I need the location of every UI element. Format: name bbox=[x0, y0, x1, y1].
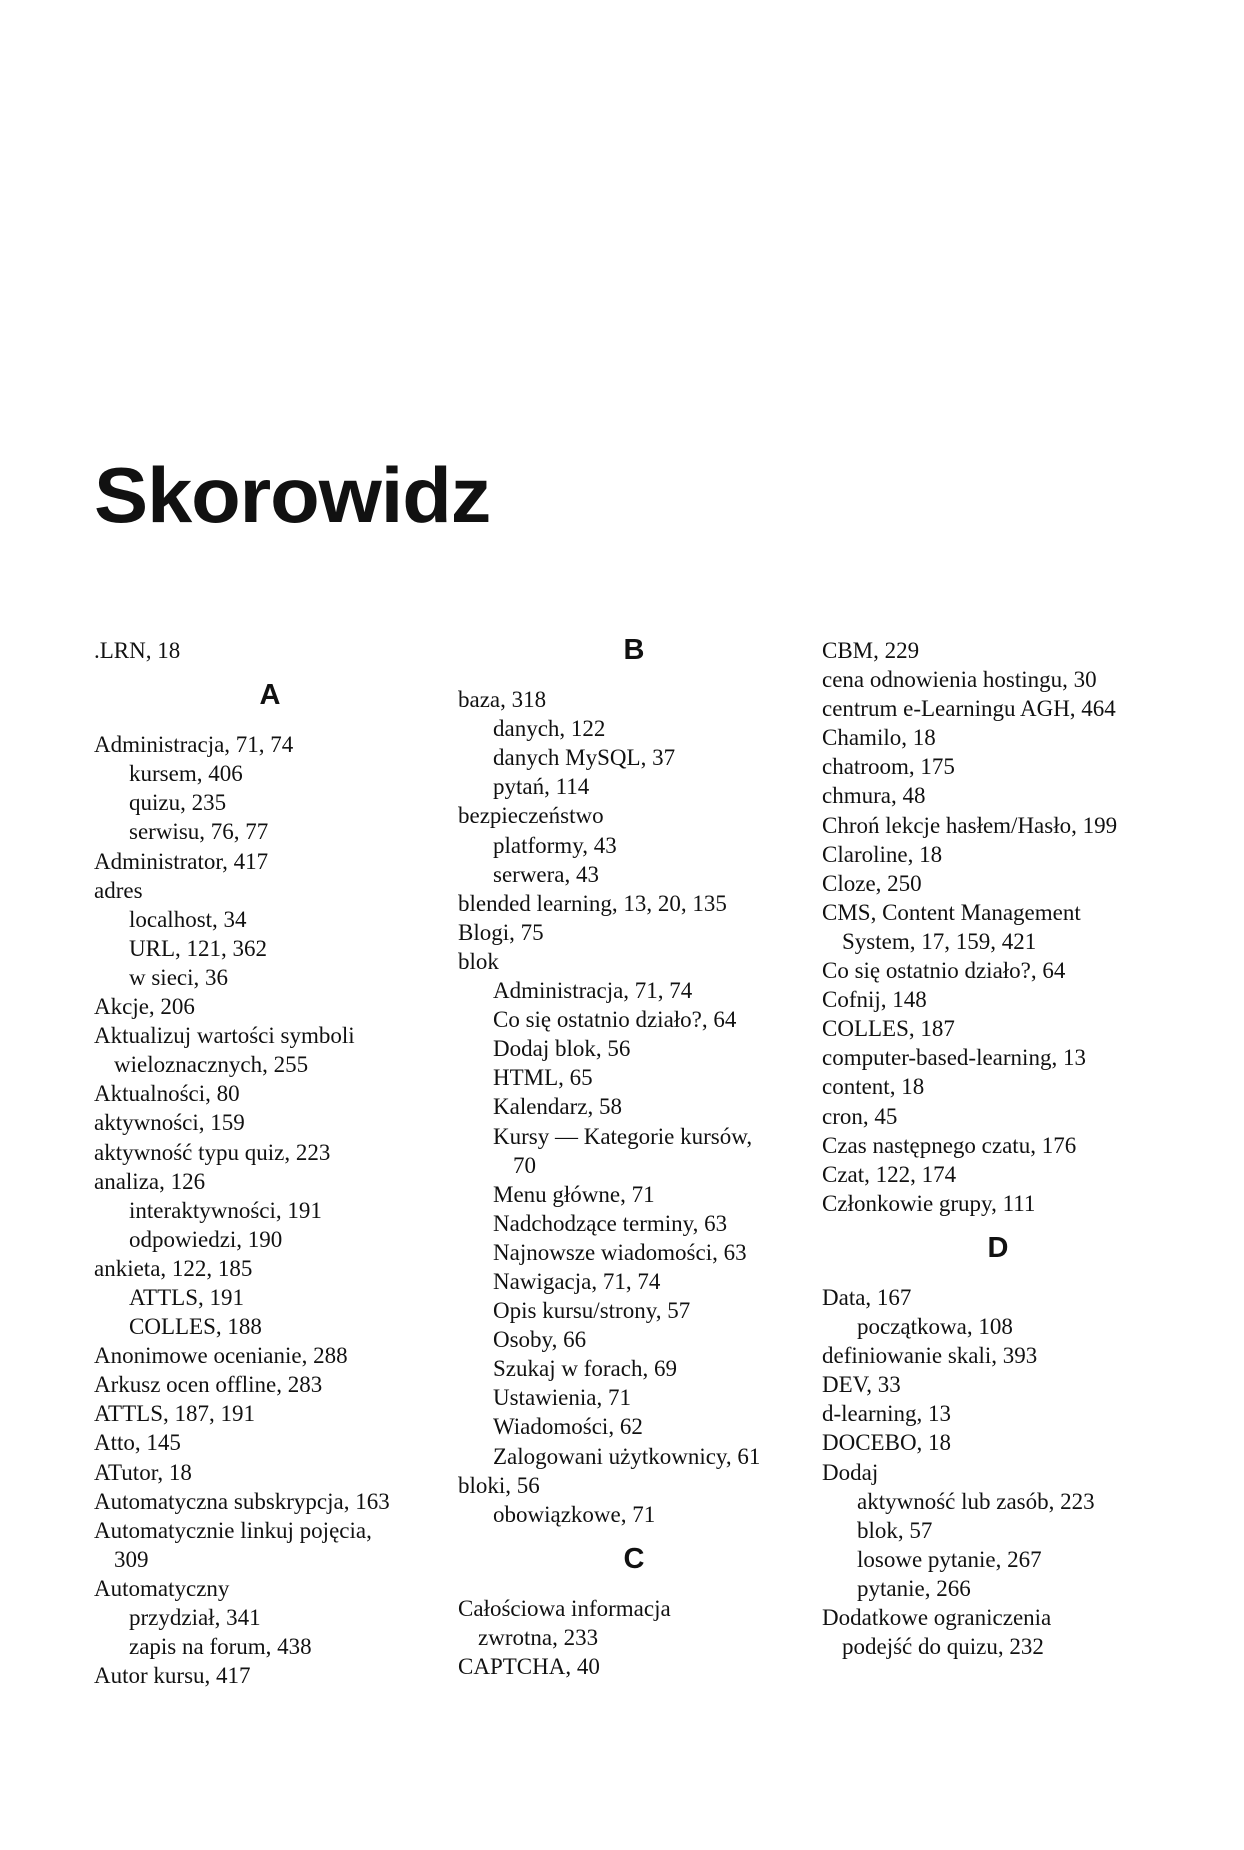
index-entry: COLLES, 187 bbox=[822, 1016, 955, 1042]
index-entry: Arkusz ocen offline, 283 bbox=[94, 1372, 323, 1398]
index-subentry: zapis na forum, 438 bbox=[129, 1634, 312, 1660]
index-entry: 309 bbox=[114, 1546, 149, 1572]
index-entry: zwrotna, 233 bbox=[478, 1625, 599, 1650]
index-entry: System, 17, 159, 421 bbox=[842, 928, 1037, 954]
index-entry: bezpieczeństwo bbox=[458, 803, 604, 829]
index-entry: Atto, 145 bbox=[94, 1430, 181, 1456]
index-entry: Członkowie grupy, 111 bbox=[822, 1190, 1036, 1216]
index-entry: Chroń lekcje hasłem/Hasło, 199 bbox=[822, 812, 1118, 838]
page-title: Skorowidz bbox=[94, 451, 491, 539]
index-entry: Chamilo, 18 bbox=[822, 725, 936, 751]
index-entry: Dodatkowe ograniczenia bbox=[822, 1605, 1052, 1630]
index-entry: chmura, 48 bbox=[822, 783, 926, 809]
index-entry: Aktualizuj wartości symboli bbox=[94, 1023, 355, 1049]
index-entry: DEV, 33 bbox=[822, 1372, 901, 1398]
index-entry: Data, 167 bbox=[822, 1284, 912, 1310]
index-subentry: URL, 121, 362 bbox=[129, 935, 267, 961]
index-entry: Automatyczna subskrypcja, 163 bbox=[94, 1488, 390, 1514]
index-entry: Akcje, 206 bbox=[94, 994, 195, 1020]
index-entry: CMS, Content Management bbox=[822, 899, 1081, 925]
index-subentry: quizu, 235 bbox=[129, 790, 227, 816]
index-subentry: COLLES, 188 bbox=[129, 1314, 262, 1340]
index-subentry: danych MySQL, 37 bbox=[493, 745, 676, 771]
index-subentry: pytań, 114 bbox=[493, 774, 590, 800]
index-entry: d-learning, 13 bbox=[822, 1401, 952, 1427]
index-entry: Administrator, 417 bbox=[94, 848, 269, 874]
index-entry: Claroline, 18 bbox=[822, 841, 943, 867]
index-letter-heading: A bbox=[259, 679, 281, 712]
index-subentry: Kursy — Kategorie kursów, bbox=[493, 1123, 753, 1149]
index-subentry: przydział, 341 bbox=[129, 1605, 261, 1630]
index-entry: ATutor, 18 bbox=[94, 1459, 192, 1485]
index-entry: Czat, 122, 174 bbox=[822, 1161, 957, 1187]
index-entry: Czas następnego czatu, 176 bbox=[822, 1132, 1077, 1158]
index-entry: Dodaj bbox=[822, 1459, 879, 1485]
index-subentry: Nawigacja, 71, 74 bbox=[493, 1268, 661, 1294]
index-entry: centrum e-Learningu AGH, 464 bbox=[822, 696, 1116, 722]
index-entry: Całościowa informacja bbox=[458, 1595, 671, 1621]
index-subentry: Opis kursu/strony, 57 bbox=[493, 1298, 691, 1324]
index-entry: computer-based-learning, 13 bbox=[822, 1045, 1086, 1071]
index-entry: bloki, 56 bbox=[458, 1472, 540, 1498]
index-entry: Aktualności, 80 bbox=[94, 1081, 240, 1107]
index-subentry: Zalogowani użytkownicy, 61 bbox=[493, 1443, 761, 1469]
index-subentry: Osoby, 66 bbox=[493, 1327, 587, 1353]
index-column-2 bbox=[458, 636, 818, 1681]
index-letter-heading: B bbox=[623, 634, 645, 666]
index-subentry: Kalendarz, 58 bbox=[493, 1094, 622, 1120]
index-entry: Anonimowe ocenianie, 288 bbox=[94, 1343, 348, 1369]
index-subentry: pytanie, 266 bbox=[857, 1575, 971, 1601]
index-subentry: Dodaj blok, 56 bbox=[493, 1036, 631, 1062]
index-subentry: ATTLS, 191 bbox=[129, 1284, 244, 1310]
index-letter-heading: D bbox=[987, 1231, 1009, 1264]
index-entry: ankieta, 122, 185 bbox=[94, 1255, 253, 1281]
index-subentry: Szukaj w forach, 69 bbox=[493, 1356, 677, 1382]
index-subentry: interaktywności, 191 bbox=[129, 1197, 322, 1223]
index-subentry: Nadchodzące terminy, 63 bbox=[493, 1210, 728, 1236]
index-entry: CAPTCHA, 40 bbox=[458, 1654, 600, 1680]
index-subentry: HTML, 65 bbox=[493, 1065, 593, 1091]
index-entry: Blogi, 75 bbox=[458, 919, 544, 945]
index-subentry: początkowa, 108 bbox=[857, 1314, 1013, 1340]
index-entry: Automatycznie linkuj pojęcia, bbox=[94, 1517, 372, 1543]
index-subentry: serwisu, 76, 77 bbox=[129, 819, 269, 845]
index-entry: podejść do quizu, 232 bbox=[842, 1634, 1044, 1660]
index-entry: .LRN, 18 bbox=[94, 638, 181, 663]
index-subentry: localhost, 34 bbox=[129, 906, 247, 932]
index-subentry: blok, 57 bbox=[857, 1517, 933, 1543]
index-entry: adres bbox=[94, 877, 143, 903]
index-subentry: Najnowsze wiadomości, 63 bbox=[493, 1239, 747, 1265]
index-entry: Autor kursu, 417 bbox=[94, 1663, 251, 1689]
index-subentry: aktywność lub zasób, 223 bbox=[857, 1488, 1095, 1514]
index-subentry: odpowiedzi, 190 bbox=[129, 1226, 283, 1252]
index-subentry: losowe pytanie, 267 bbox=[857, 1546, 1042, 1572]
index-entry: chatroom, 175 bbox=[822, 754, 955, 780]
index-entry: blended learning, 13, 20, 135 bbox=[458, 890, 727, 916]
index-entry: Cloze, 250 bbox=[822, 870, 922, 896]
index-subentry: Ustawienia, 71 bbox=[493, 1385, 631, 1411]
index-subentry: kursem, 406 bbox=[129, 761, 243, 787]
index-entry: Administracja, 71, 74 bbox=[94, 732, 294, 758]
index-entry: Cofnij, 148 bbox=[822, 987, 927, 1013]
index-entry: analiza, 126 bbox=[94, 1168, 206, 1194]
index-subentry: Wiadomości, 62 bbox=[493, 1414, 643, 1440]
index-entry: cena odnowienia hostingu, 30 bbox=[822, 667, 1097, 693]
index-subentry: Co się ostatnio działo?, 64 bbox=[493, 1007, 737, 1033]
index-entry: definiowanie skali, 393 bbox=[822, 1343, 1038, 1369]
index-column-3 bbox=[822, 636, 1182, 1661]
index-subentry: obowiązkowe, 71 bbox=[493, 1501, 656, 1527]
index-entry: baza, 318 bbox=[458, 687, 547, 713]
index-subentry: danych, 122 bbox=[493, 716, 606, 742]
index-entry: DOCEBO, 18 bbox=[822, 1430, 952, 1456]
index-entry: content, 18 bbox=[822, 1074, 925, 1100]
index-subentry: Administracja, 71, 74 bbox=[493, 978, 693, 1004]
index-entry: blok bbox=[458, 948, 499, 974]
index-subentry: platformy, 43 bbox=[493, 832, 617, 858]
index-entry: Automatyczny bbox=[94, 1575, 230, 1601]
index-subentry: 70 bbox=[513, 1152, 536, 1178]
index-subentry: Menu główne, 71 bbox=[493, 1181, 655, 1207]
index-entry: aktywności, 159 bbox=[94, 1110, 245, 1136]
index-entry: Co się ostatnio działo?, 64 bbox=[822, 958, 1066, 984]
index-entry: CBM, 229 bbox=[822, 638, 920, 663]
index-subentry: serwera, 43 bbox=[493, 861, 600, 887]
index-subentry: w sieci, 36 bbox=[129, 964, 229, 990]
index-column-1 bbox=[94, 636, 454, 1690]
index-entry: cron, 45 bbox=[822, 1103, 898, 1129]
index-entry: wieloznacznych, 255 bbox=[114, 1052, 309, 1078]
index-entry: ATTLS, 187, 191 bbox=[94, 1401, 255, 1427]
index-letter-heading: C bbox=[623, 1542, 645, 1575]
index-entry: aktywność typu quiz, 223 bbox=[94, 1139, 331, 1165]
